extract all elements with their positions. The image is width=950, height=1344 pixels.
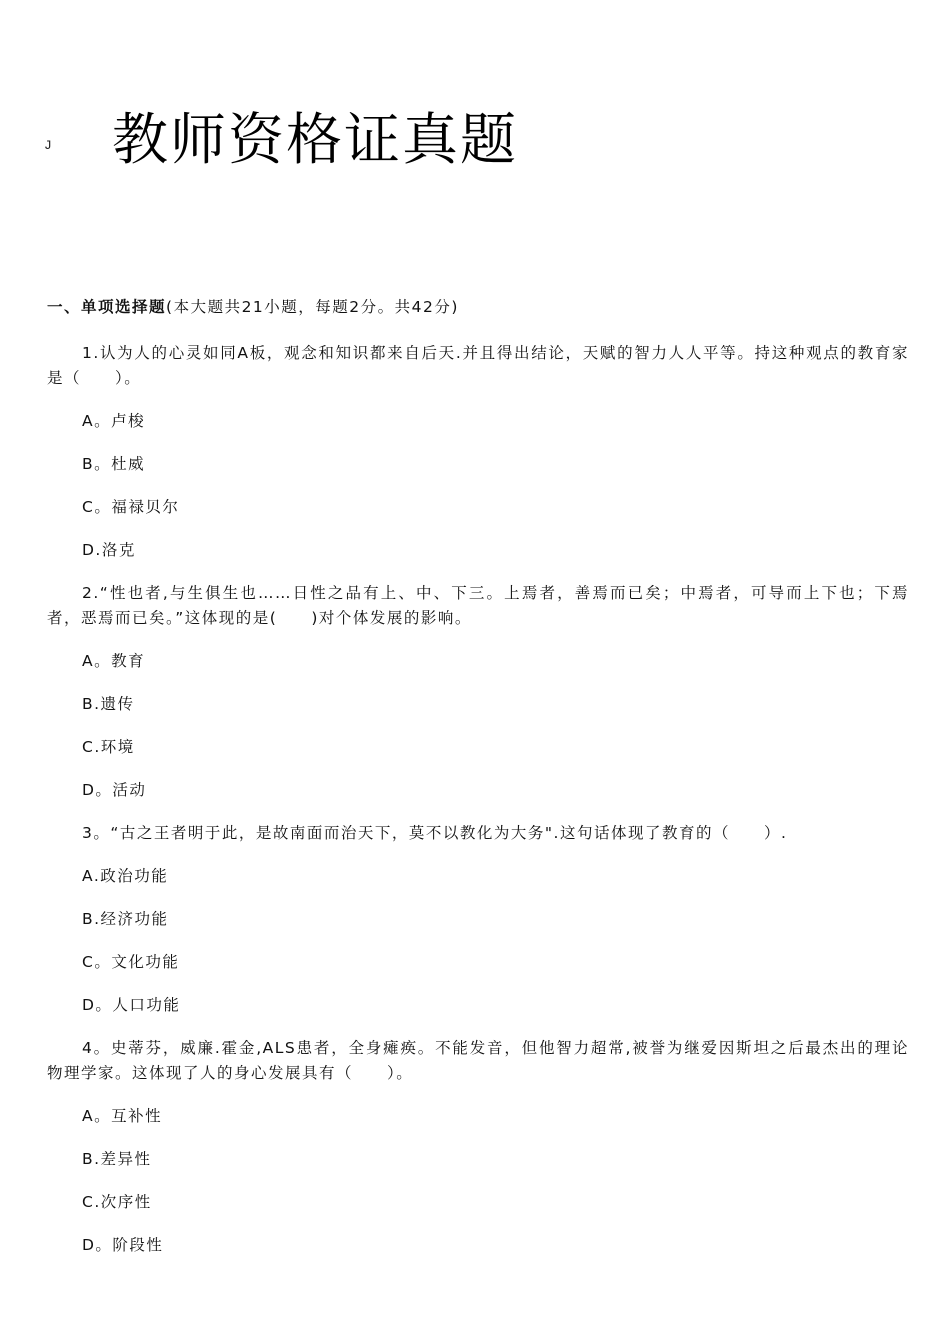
question-1-option-d: D.洛克	[82, 541, 136, 559]
question-4-option-c: C.次序性	[82, 1193, 152, 1211]
question-2-option-d: D。活动	[82, 781, 147, 799]
stray-mark: J	[44, 138, 52, 153]
question-3-option-b: B.经济功能	[82, 910, 169, 928]
question-1-option-c: C。福禄贝尔	[82, 498, 180, 516]
question-2-option-c: C.环境	[82, 738, 135, 756]
question-2-option-a: A。教育	[82, 652, 146, 670]
section-heading	[47, 295, 909, 320]
question-3-option-a: A.政治功能	[82, 867, 169, 885]
question-1-option-a: A。卢梭	[82, 412, 146, 430]
section-heading-note: (本大题共21小题，每题2分。共42分)	[166, 298, 459, 316]
question-3-stem: 3。“古之王者明于此，是故南面而治天下，莫不以教化为大务".这句话体现了教育的（ ）.	[82, 824, 788, 842]
question-1-stem: 1.认为人的心灵如同A板，观念和知识都来自后天.并且得出结论，天赋的智力人人平等。持这种观点的教育家是（ ）。	[47, 344, 909, 387]
question-3-option-d: D。人口功能	[82, 996, 181, 1014]
document-body	[47, 295, 909, 1276]
question-2-option-b: B.遗传	[82, 695, 135, 713]
question-4-stem: 4。史蒂芬，威廉.霍金,ALS患者，全身瘫痪。不能发音，但他智力超常,被誉为继爱因斯坦之后最杰出的理论物理学家。这体现了人的身心发展具有（ ）。	[47, 1039, 909, 1082]
question-4-option-a: A。互补性	[82, 1107, 163, 1125]
question-2-stem: 2.“性也者,与生俱生也……日性之品有上、中、下三。上焉者，善焉而已矣；中焉者，可导而上下也；下焉者，恶焉而已矣。”这体现的是( )对个体发展的影响。	[47, 584, 909, 627]
question-3-option-c: C。文化功能	[82, 953, 180, 971]
section-heading-label: 一、单项选择题	[47, 298, 167, 316]
question-4-option-b: B.差异性	[82, 1150, 152, 1168]
question-1-option-b: B。杜威	[82, 455, 146, 473]
page-title: 教师资格证真题	[112, 108, 518, 173]
question-4-option-d: D。阶段性	[82, 1236, 164, 1254]
